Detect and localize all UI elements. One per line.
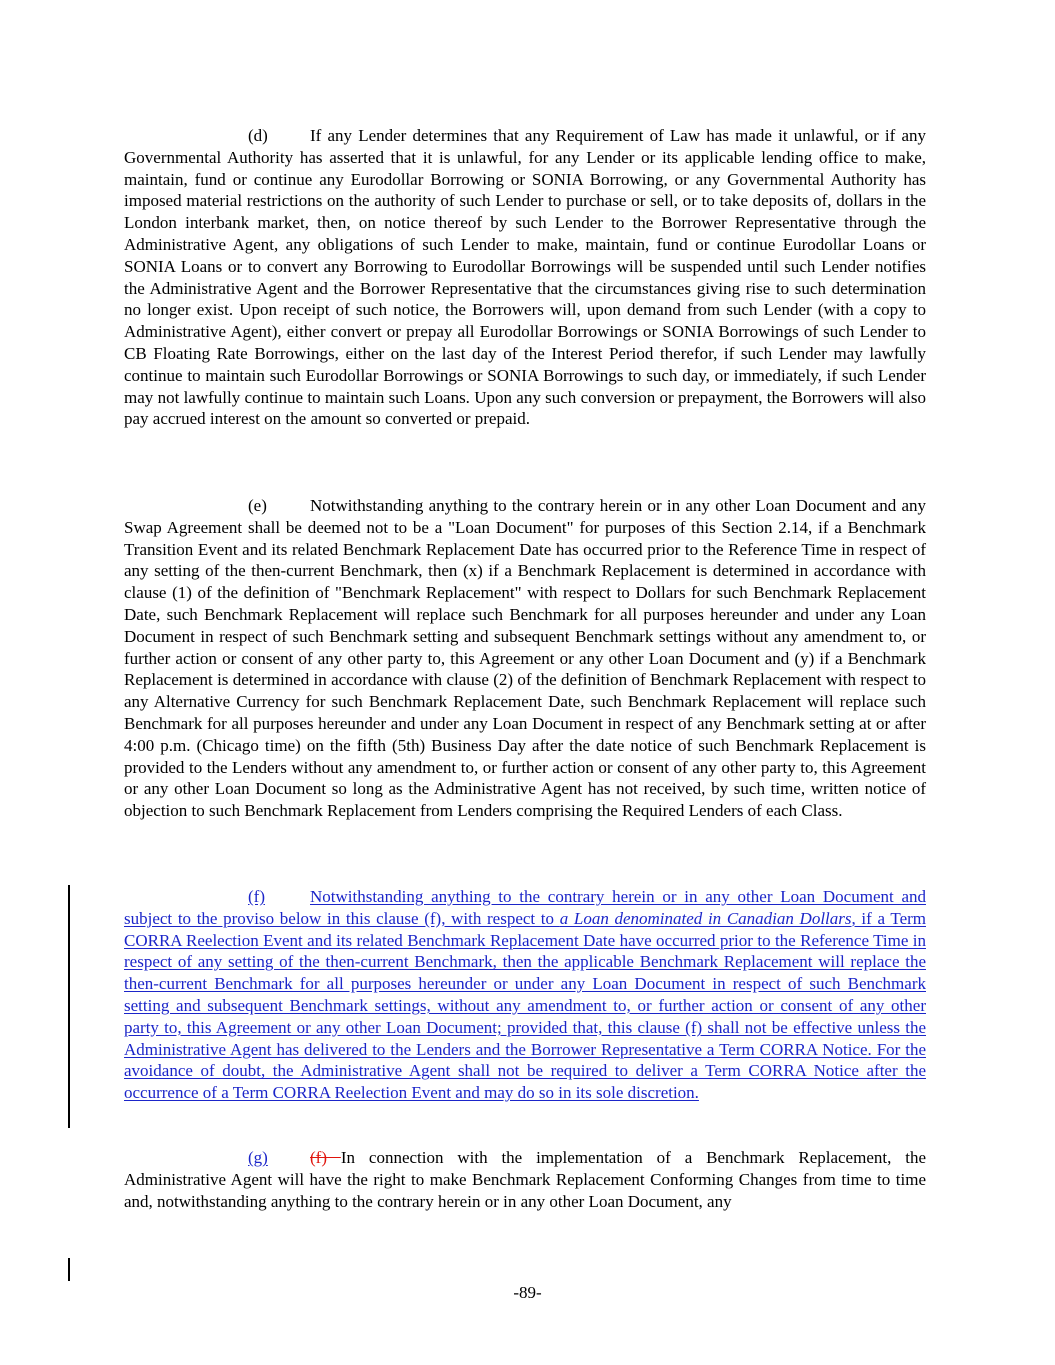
revision-change-bar-footer — [68, 1258, 70, 1281]
paragraph-f-inserted — [124, 886, 926, 1104]
paragraph-g — [124, 1147, 926, 1212]
paragraph-e — [124, 495, 926, 822]
paragraph-e-label: (e) — [248, 496, 267, 515]
paragraph-f-text-italic: a Loan denominated in Canadian Dollars — [559, 908, 852, 928]
paragraph-f-label: (f) — [248, 887, 265, 906]
paragraph-f-text-before: Notwithstanding anything to the contrary herein or in any other Loan Document and subject to the proviso below in this clause (f), with respect to — [124, 887, 926, 928]
paragraph-d-text: If any Lender determines that any Requirement of Law has made it unlawful, or if any Governmental Authority has asserted that it is unlawful, for any Lender or its applicable lending office to make, maintain, fund or continue any Eurodollar Borrowing or SONIA Borrowing, or any Governmental Authority has imposed material restrictions on the authority of such Lender to purchase or sell, or to take deposits of, dollars in the London interbank market, then, on notice thereof by such Lender to the Borrower Representative through the Administrative Agent, any obligations of such Lender to make, maintain, fund or continue Eurodollar Loans or SONIA Loans or to convert any Borrowing to Eurodollar Borrowings will be suspended until such Lender notifies the Administrative Agent and the Borrower Representative that the circumstances giving rise to such determination no longer exist. Upon receipt of such notice, the Borrowers will, upon demand from such Lender (with a copy to Administrative Agent), either convert or prepay all Eurodollar Borrowings or SONIA Borrowings of such Lender to CB Floating Rate Borrowings, either on the last day of the Interest Period therefor, if such Lender may lawfully continue to maintain such Eurodollar Borrowings or SONIA Borrowings to such day, or immediately, if such Lender may not lawfully continue to maintain such Loans. Upon any such conversion or prepayment, the Borrowers will also pay accrued interest on the amount so converted or prepaid. — [124, 126, 926, 429]
paragraph-g-label-inserted: (g) — [248, 1148, 268, 1167]
paragraph-d-label: (d) — [248, 126, 268, 145]
paragraph-e-text: Notwithstanding anything to the contrary herein or in any other Loan Document and any Swap Agreement shall be deemed not to be a "Loan Document" for purposes of this Section 2.14, if a Benchmark Transition Event and its related Benchmark Replacement Date has occurred prior to the Reference Time in respect of any setting of the then-current Benchmark, then (x) if a Benchmark Replacement is determined in accordance with clause (1) of the definition of "Benchmark Replacement" with respect to Dollars for such Benchmark Replacement Date, such Benchmark Replacement will replace such Benchmark for all purposes hereunder and under any Loan Document in respect of such Benchmark setting and subsequent Benchmark settings without any amendment to, or further action or consent of any other party to, this Agreement or any other Loan Document and (y) if a Benchmark Replacement is determined in accordance with clause (2) of the definition of Benchmark Replacement with respect to any Alternative Currency for such Benchmark Replacement Date, such Benchmark Replacement will replace such Benchmark for all purposes hereunder and under any Loan Document in respect of any Benchmark setting at or after 4:00 p.m. (Chicago time) on the fifth (5th) Business Day after the date notice of such Benchmark Replacement is provided to the Lenders without any amendment to, or further action or consent of any other party to, this Agreement or any other Loan Document so long as the Administrative Agent has not received, by such time, written notice of objection to such Benchmark Replacement from Lenders comprising the Required Lenders of each Class. — [124, 496, 926, 821]
paragraph-d — [124, 125, 926, 430]
revision-change-bar — [68, 885, 70, 1128]
paragraph-g-text: In connection with the implementation of a Benchmark Replacement, the Administrative Agent will have the right to make Benchmark Replacement Conforming Changes from time to time and, notwithstanding anything to the contrary herein or in any other Loan Document, any — [124, 1148, 926, 1211]
paragraph-g-label-deleted: (f) — [310, 1148, 341, 1167]
page-number: -89- — [513, 1283, 542, 1302]
paragraph-f-text-after: , if a Term CORRA Reelection Event and its related Benchmark Replacement Date have occurred prior to the Reference Time in respect of any setting of the then-current Benchmark, then the applicable Benchmark Replacement will replace the then-current Benchmark for all purposes hereunder or under any Loan Document in respect of such Benchmark setting and subsequent Benchmark settings, without any amendment to, or further action or consent of any other party to, this Agreement or any other Loan Document; provided that, this clause (f) shall not be effective unless the Administrative Agent has delivered to the Lenders and the Borrower Representative a Term CORRA Notice. For the avoidance of doubt, the Administrative Agent shall not be required to deliver a Term CORRA Notice after the occurrence of a Term CORRA Reelection Event and may do so in its sole discretion. — [124, 908, 926, 1103]
